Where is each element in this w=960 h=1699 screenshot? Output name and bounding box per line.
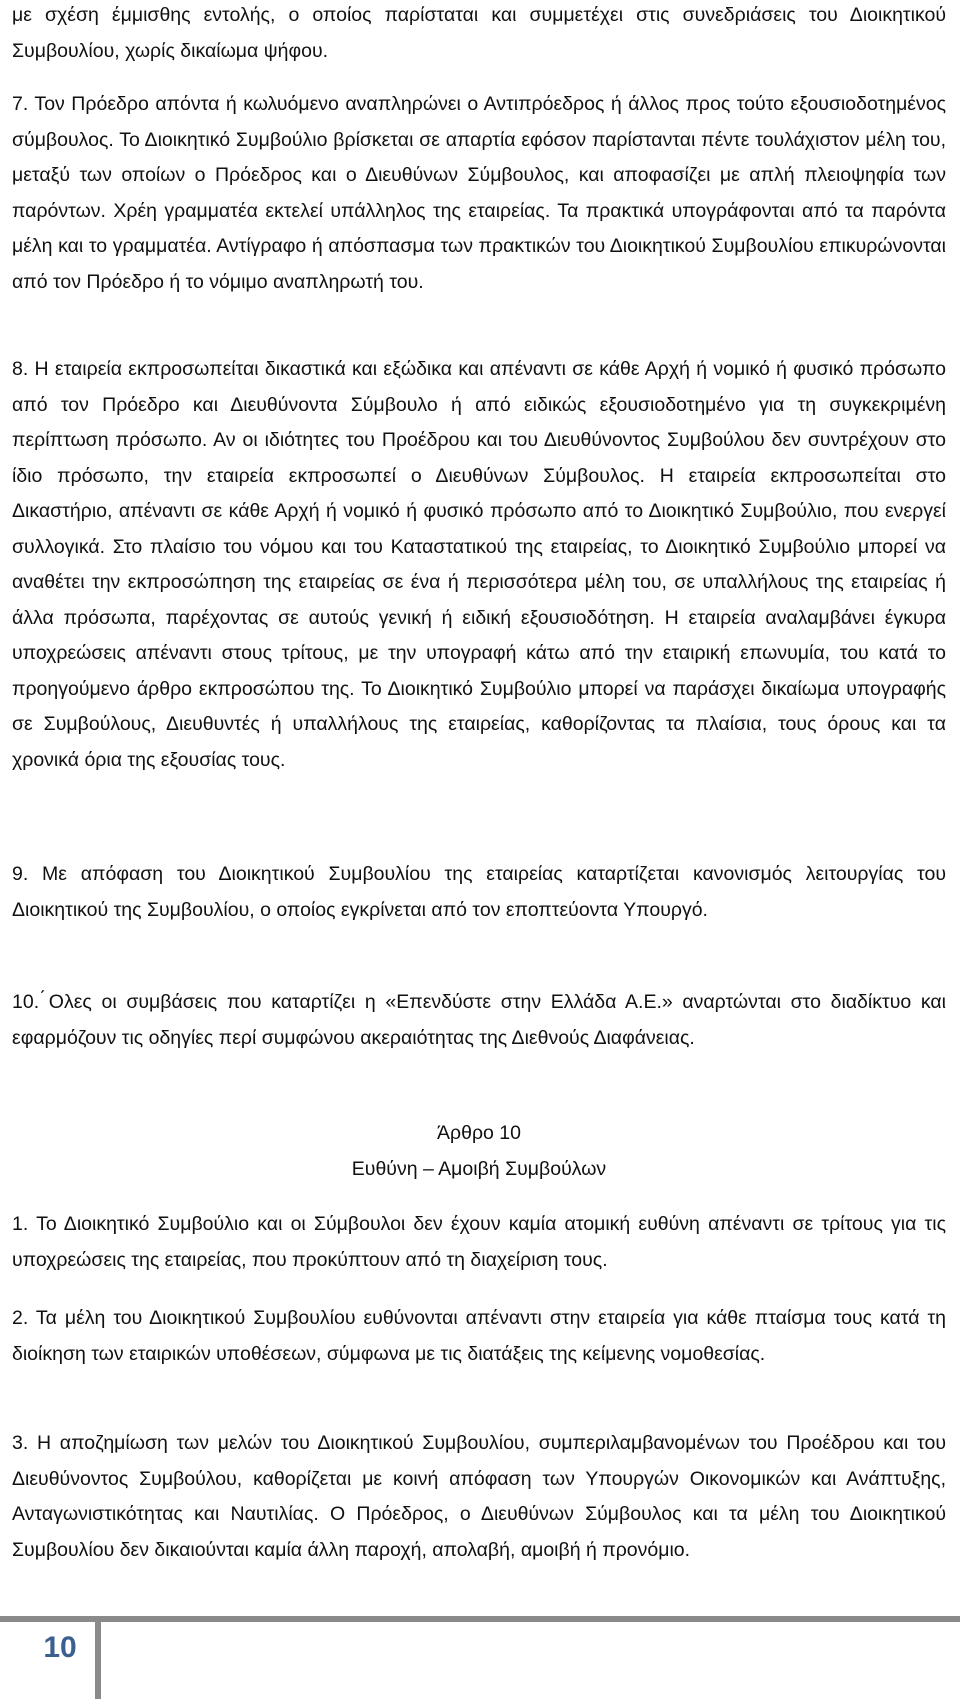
page-number: 10 <box>43 1631 77 1664</box>
footer-horizontal-rule <box>0 1616 960 1622</box>
article-title-heading: Ευθύνη – Αμοιβή Συμβούλων <box>351 1158 607 1180</box>
paragraph-item-7: 7. Τον Πρόεδρο απόντα ή κωλυόμενο αναπληρώνει ο Αντιπρόεδρος ή άλλος προς τούτο εξουσιοδοτημένος σύμβουλος. Το Διοικητικό Συμβούλιο βρίσκεται σε απαρτία εφόσον παρίστανται πέντε τουλάχιστον μέλη του, μεταξύ των οποίων ο Πρόεδρος και ο Διευθύνων Σύμβουλος, και αποφασίζει με απλή πλειοψηφία των παρόντων. Χρέη γραμματέα εκτελεί υπάλληλος της εταιρείας. Τα πρακτικά υπογράφονται από τα παρόντα μέλη και το γραμματέα. Αντίγραφο ή απόσπασμα των πρακτικών του Διοικητικού Συμβουλίου επικυρώνονται από τον Πρόεδρο ή το νόμιμο αναπληρωτή του. <box>12 93 946 293</box>
footer-vertical-rule <box>95 1616 101 1699</box>
paragraph-item-10: 10. ́Ολες οι συμβάσεις που καταρτίζει η «Επενδύστε στην Ελλάδα Α.Ε.» αναρτώνται στο διαδίκτυο και εφαρμόζουν τις οδηγίες περί συμφώνου ακεραιότητας της Διεθνούς Διαφάνειας. <box>12 991 946 1049</box>
article-item-3: 3. Η αποζημίωση των μελών του Διοικητικού Συμβουλίου, συμπεριλαμβανομένων του Προέδρου και του Διευθύνοντος Συμβούλου, καθορίζεται με κοινή απόφαση των Υπουργών Οικονομικών και Ανάπτυξης, Ανταγωνιστικότητας και Ναυτιλίας. Ο Πρόεδρος, ο Διευθύνων Σύμβουλος και τα μέλη του Διοικητικού Συμβουλίου δεν δικαιούνται καμία άλλη παροχή, απολαβή, αμοιβή ή προνόμιο. <box>12 1432 946 1561</box>
paragraph-item-8: 8. Η εταιρεία εκπροσωπείται δικαστικά και εξώδικα και απέναντι σε κάθε Αρχή ή νομικό ή φυσικό πρόσωπο από τον Πρόεδρο και Διευθύνοντα Σύμβουλο ή από ειδικώς εξουσιοδοτημένο για τη συγκεκριμένη περίπτωση πρόσωπο. Αν οι ιδιότητες του Προέδρου και του Διευθύνοντος Συμβούλου δεν συντρέχουν στο ίδιο πρόσωπο, την εταιρεία εκπροσωπεί ο Διευθύνων Σύμβουλος. Η εταιρεία εκπροσωπείται στο Δικαστήριο, απέναντι σε κάθε Αρχή ή νομικό ή φυσικό πρόσωπο από το Διοικητικό Συμβούλιο, που ενεργεί συλλογικά. Στο πλαίσιο του νόμου και του Καταστατικού της εταιρείας, το Διοικητικό Συμβούλιο μπορεί να αναθέτει την εκπροσώπηση της εταιρείας σε ένα ή περισσότερα μέλη του, σε υπαλλήλους της εταιρείας ή άλλα πρόσωπα, παρέχοντας σε αυτούς γενική ή ειδική εξουσιοδότηση. Η εταιρεία αναλαμβάνει έγκυρα υποχρεώσεις απέναντι στους τρίτους, με την υπογραφή κάτω από την εταιρική επωνυμία, του κατά το προηγούμενο άρθρο εκπροσώπου της. Το Διοικητικό Συμβούλιο μπορεί να παράσχει δικαίωμα υπογραφής σε Συμβούλους, Διευθυντές ή υπαλλήλους της εταιρείας, καθορίζοντας τα πλαίσια, τους όρους και τα χρονικά όρια της εξουσίας τους. <box>12 358 946 771</box>
paragraph-intro-continuation: με σχέση έμμισθης εντολής, ο οποίος παρίσταται και συμμετέχει στις συνεδριάσεις του Διοικητικού Συμβουλίου, χωρίς δικαίωμα ψήφου. <box>12 4 946 62</box>
article-number-heading: Άρθρο 10 <box>437 1122 521 1144</box>
article-item-1: 1. Το Διοικητικό Συμβούλιο και οι Σύμβουλοι δεν έχουν καμία ατομική ευθύνη απέναντι σε τρίτους για τις υποχρεώσεις της εταιρείας, που προκύπτουν από τη διαχείριση τους. <box>12 1213 946 1271</box>
article-item-2: 2. Τα μέλη του Διοικητικού Συμβουλίου ευθύνονται απέναντι στην εταιρεία για κάθε πταίσμα τους κατά τη διοίκηση των εταιρικών υποθέσεων, σύμφωνα με τις διατάξεις της κείμενης νομοθεσίας. <box>12 1307 946 1365</box>
paragraph-item-9: 9. Με απόφαση του Διοικητικού Συμβουλίου της εταιρείας καταρτίζεται κανονισμός λειτουργίας του Διοικητικού της Συμβουλίου, ο οποίος εγκρίνεται από τον εποπτεύοντα Υπουργό. <box>12 863 946 921</box>
